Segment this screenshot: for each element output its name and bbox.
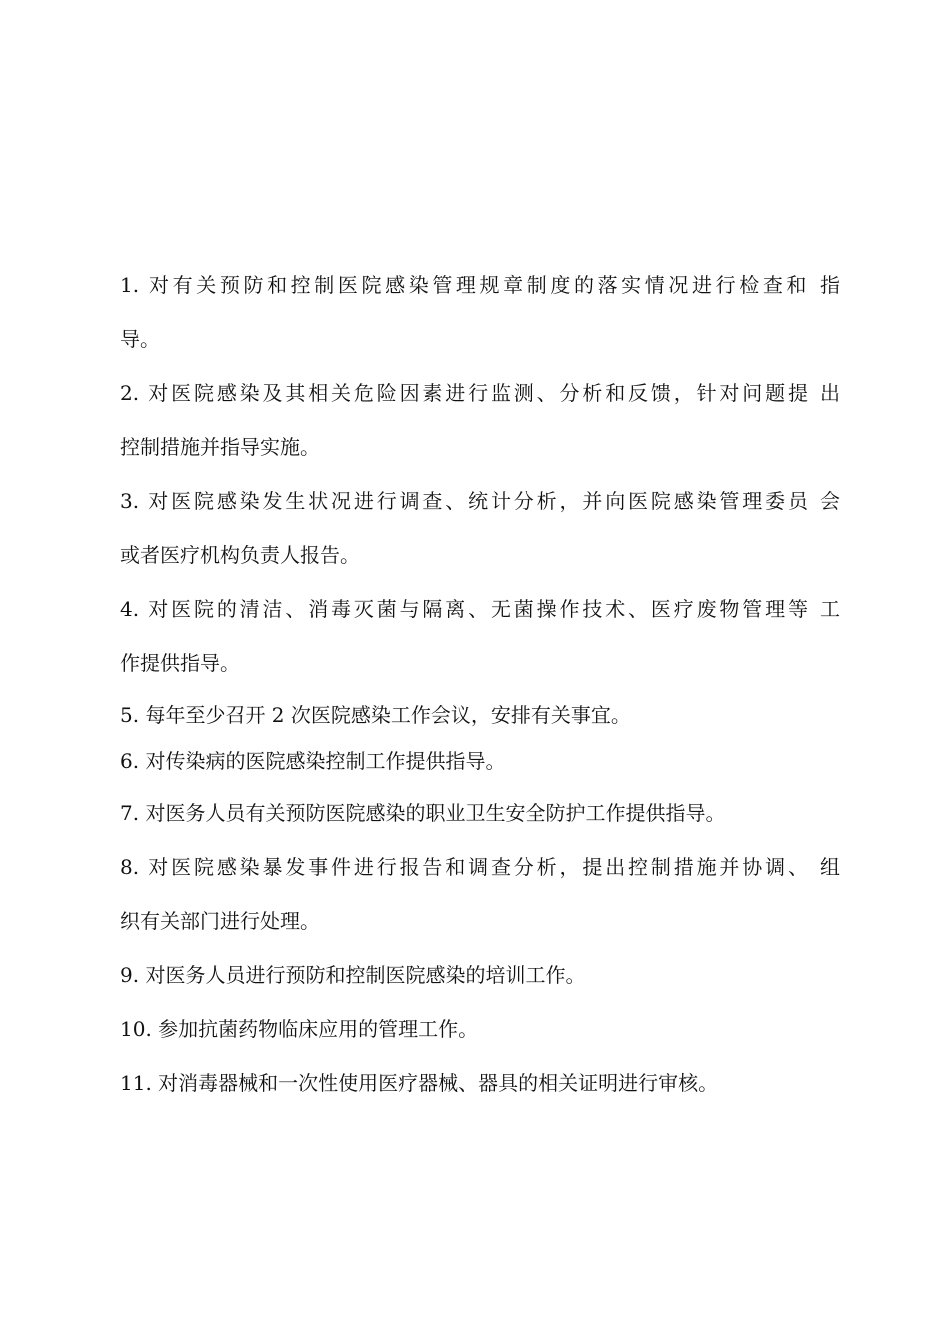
list-item-2-line-2: 控制措施并指导实施。 <box>120 435 320 459</box>
list-item-11: 11. 对消毒器械和一次性使用医疗器械、器具的相关证明进行审核。 <box>120 1071 719 1095</box>
list-item-3-line-1: 3. 对医院感染发生状况进行调查、统计分析，并向医院感染管理委员 会 <box>120 489 840 513</box>
list-item-8-line-2: 织有关部门进行处理。 <box>120 909 320 933</box>
list-item-6: 6. 对传染病的医院感染控制工作提供指导。 <box>120 749 506 773</box>
list-item-4-line-2: 作提供指导。 <box>120 651 240 675</box>
list-item-10: 10. 参加抗菌药物临床应用的管理工作。 <box>120 1017 479 1041</box>
list-item-2-line-1: 2. 对医院感染及其相关危险因素进行监测、分析和反馈，针对问题提 出 <box>120 381 840 405</box>
list-item-1-line-2: 导。 <box>120 327 160 351</box>
list-item-8-line-1: 8. 对医院感染暴发事件进行报告和调查分析，提出控制措施并协调、 组 <box>120 855 840 879</box>
list-item-3-line-2: 或者医疗机构负责人报告。 <box>120 543 360 567</box>
list-item-4-line-1: 4. 对医院的清洁、消毒灭菌与隔离、无菌操作技术、医疗废物管理等 工 <box>120 597 840 621</box>
list-item-7: 7. 对医务人员有关预防医院感染的职业卫生安全防护工作提供指导。 <box>120 801 726 825</box>
list-item-9: 9. 对医务人员进行预防和控制医院感染的培训工作。 <box>120 963 586 987</box>
list-item-1-line-1: 1. 对有关预防和控制医院感染管理规章制度的落实情况进行检查和 指 <box>120 273 840 297</box>
list-item-5: 5. 每年至少召开 2 次医院感染工作会议，安排有关事宜。 <box>120 703 631 727</box>
